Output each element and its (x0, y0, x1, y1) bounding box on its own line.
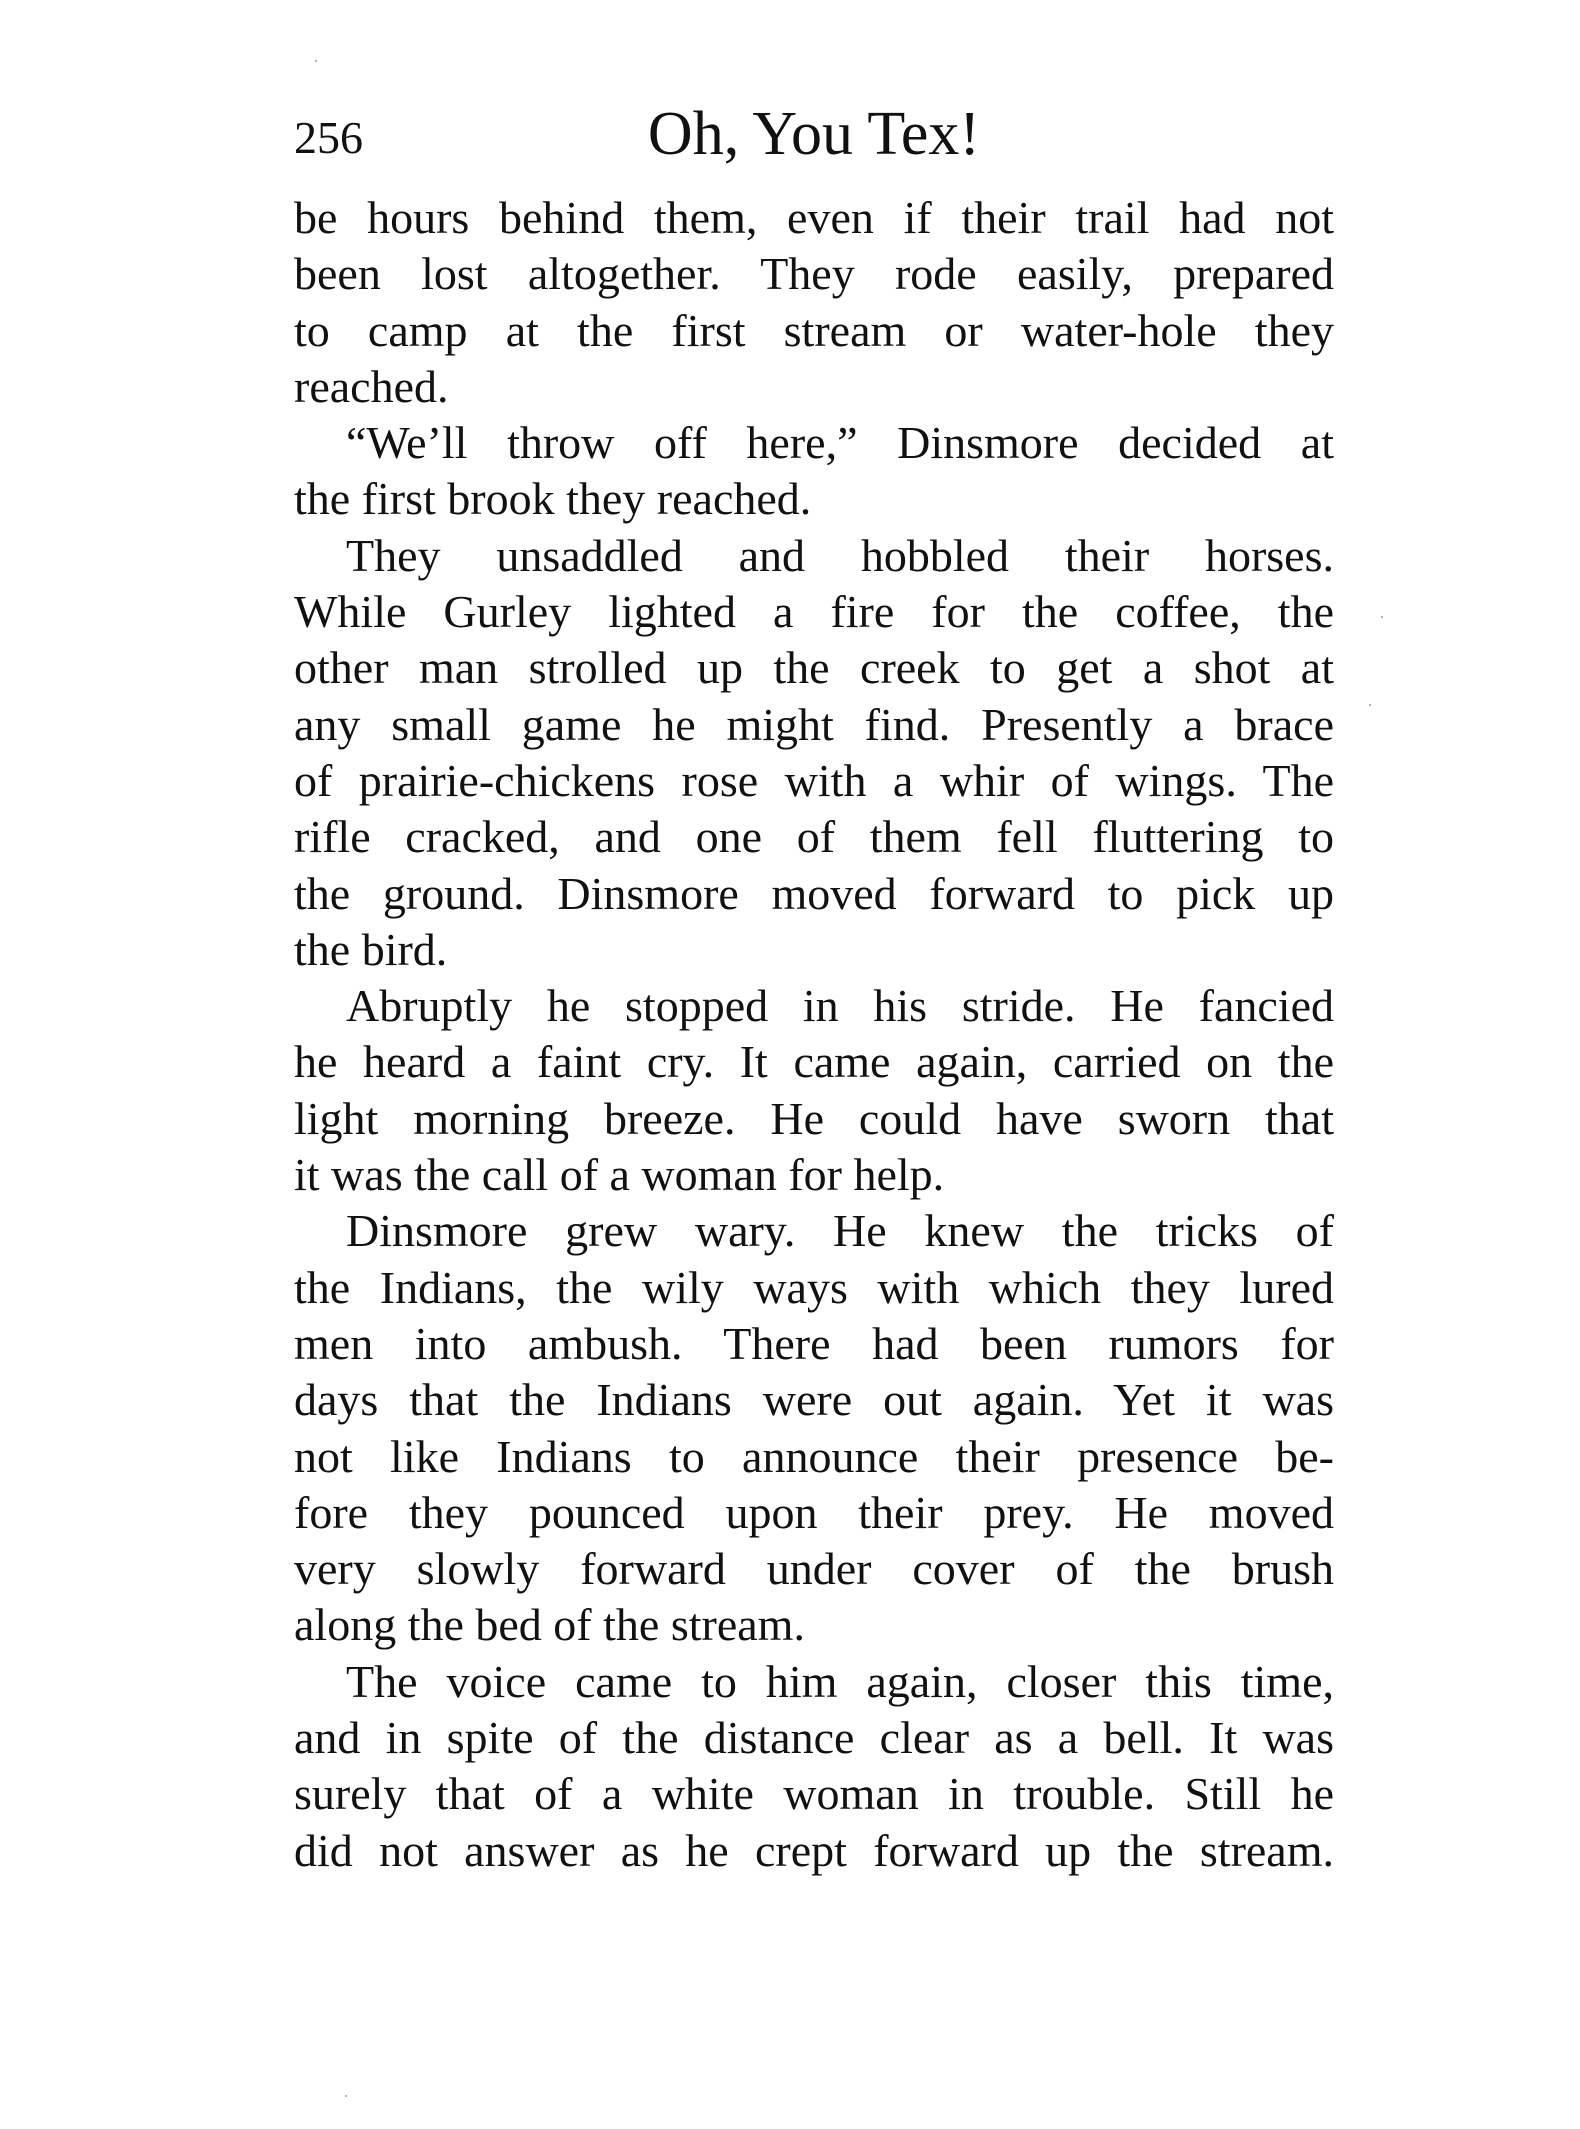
text-line: been lost altogether. They rode easily, prepared (294, 248, 1334, 300)
text-line: the first brook they reached. (294, 473, 812, 525)
text-line: surely that of a white woman in trouble. Still he (294, 1768, 1334, 1820)
text-line: the ground. Dinsmore moved forward to pick up (294, 867, 1334, 919)
text-line: any small game he might find. Presently a brace (294, 698, 1334, 750)
paper-speck (1369, 704, 1371, 706)
text-line: rifle cracked, and one of them fell fluttering to (294, 811, 1334, 863)
text-line: very slowly forward under cover of the brush (294, 1543, 1334, 1595)
page-number: 256 (294, 112, 363, 163)
book-title: Oh, You Tex! (647, 100, 981, 168)
text-line: did not answer as he crept forward up the stream. (294, 1824, 1334, 1876)
text-line: While Gurley lighted a fire for the coffee, the (294, 586, 1334, 638)
text-line: not like Indians to announce their presence be- (294, 1430, 1334, 1482)
text-line: it was the call of a woman for help. (294, 1149, 945, 1201)
paper-speck (1381, 616, 1383, 618)
text-line: the Indians, the wily ways with which they lured (294, 1261, 1334, 1313)
text-line: other man strolled up the creek to get a shot at (294, 642, 1334, 694)
paper-speck (345, 2095, 347, 2097)
text-line: days that the Indians were out again. Yet it was (294, 1374, 1334, 1426)
text-line: fore they pounced upon their prey. He moved (294, 1486, 1334, 1538)
text-line: to camp at the first stream or water-hole they (294, 304, 1334, 356)
text-line: Abruptly he stopped in his stride. He fancied (346, 980, 1334, 1032)
text-line: The voice came to him again, closer this time, (346, 1655, 1334, 1707)
text-line: They unsaddled and hobbled their horses. (346, 529, 1334, 581)
text-line: “We’ll throw off here,” Dinsmore decided at (346, 417, 1334, 469)
text-line: he heard a faint cry. It came again, carried on the (294, 1036, 1334, 1088)
text-line: the bird. (294, 923, 448, 975)
text-line: reached. (294, 360, 449, 412)
text-line: of prairie-chickens rose with a whir of wings. The (294, 754, 1334, 806)
text-line: men into ambush. There had been rumors for (294, 1317, 1334, 1369)
text-line: and in spite of the distance clear as a bell. It was (294, 1712, 1334, 1764)
text-line: light morning breeze. He could have sworn that (294, 1092, 1334, 1144)
text-line: along the bed of the stream. (294, 1599, 805, 1651)
text-line: Dinsmore grew wary. He knew the tricks of (346, 1205, 1334, 1257)
paper-speck (315, 60, 317, 62)
running-head (294, 96, 1334, 176)
body-text (294, 190, 1334, 1879)
text-line: be hours behind them, even if their trail had not (294, 192, 1334, 243)
